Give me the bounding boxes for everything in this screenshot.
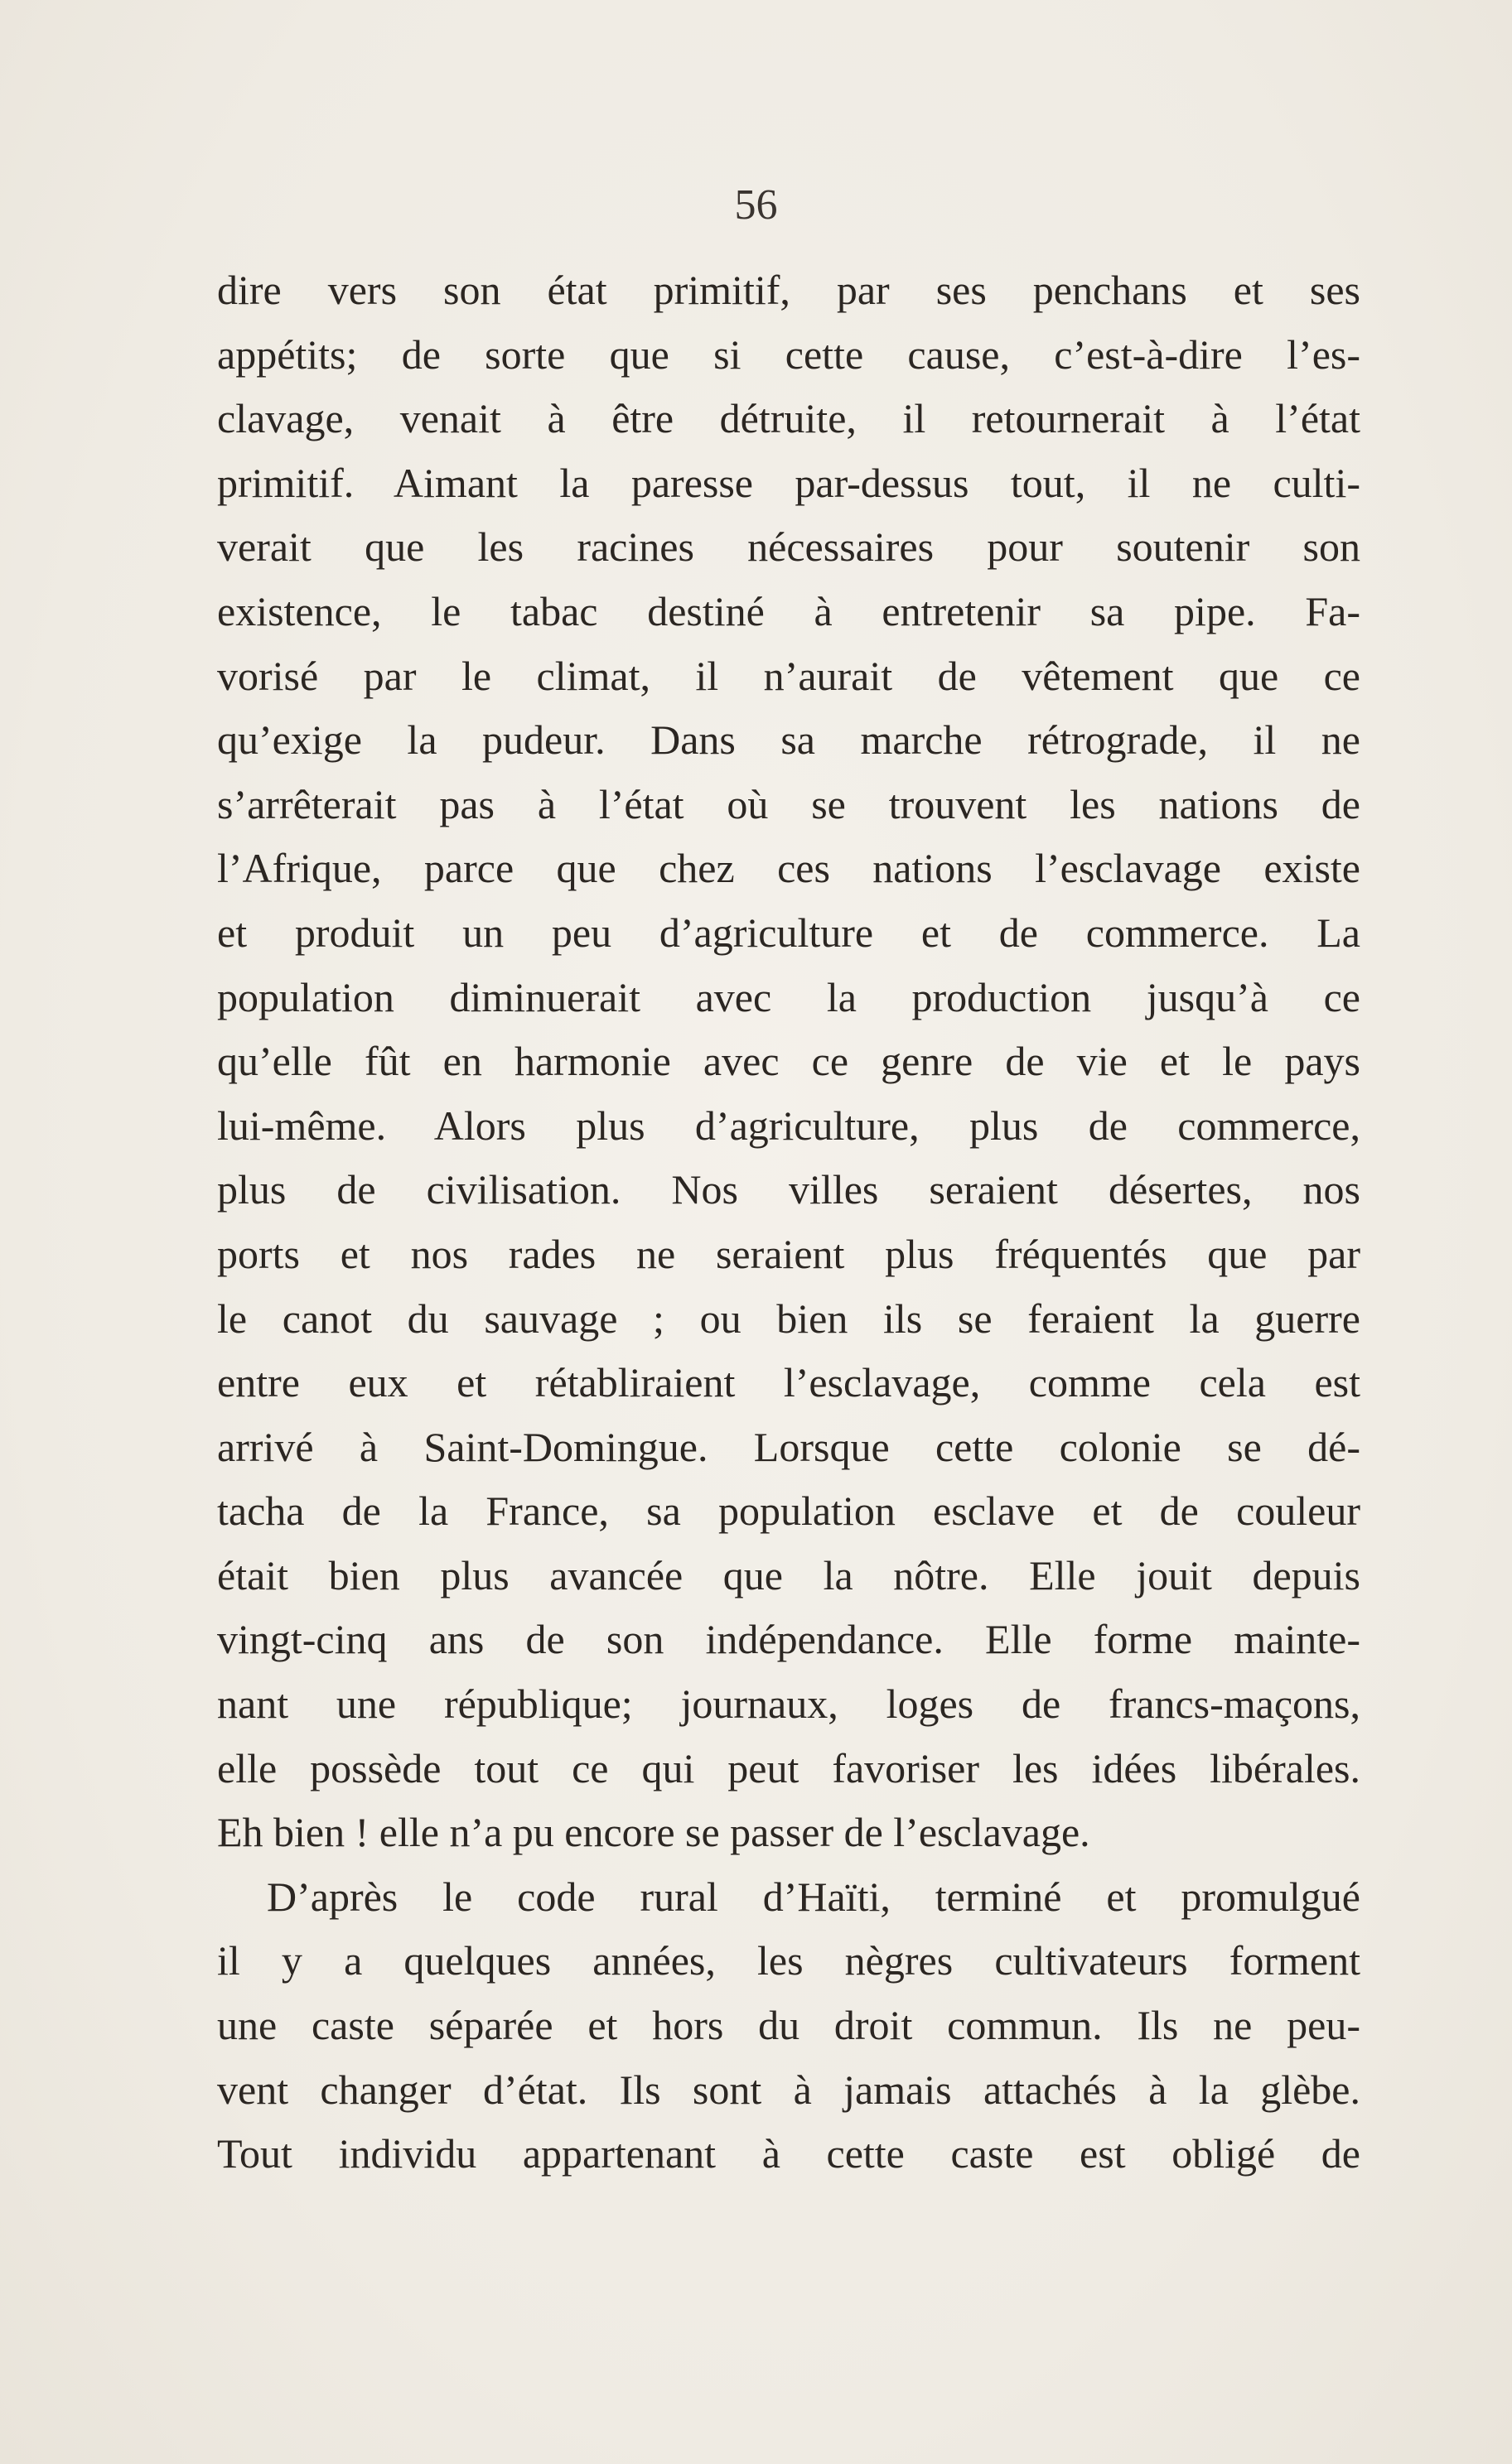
text-line: nant une république; journaux, loges de francs-maçons,: [217, 1680, 1360, 1728]
text-line: entre eux et rétabliraient l’esclavage, comme cela est: [217, 1359, 1360, 1406]
text-line: population diminuerait avec la production jusqu’à ce: [217, 973, 1360, 1020]
text-line: dire vers son état primitif, par ses penchans et ses: [217, 267, 1360, 313]
text-line: le canot du sauvage ; ou bien ils se feraient la guerre: [217, 1295, 1360, 1342]
text-line: vingt-cinq ans de son indépendance. Elle forme mainte-: [217, 1616, 1360, 1663]
text-line: il y a quelques années, les nègres cultivateurs forment: [217, 1937, 1360, 1984]
text-line: Eh bien ! elle n’a pu encore se passer de l’esclavage.: [217, 1809, 1090, 1856]
text-line: qu’elle fût en harmonie avec ce genre de vie et le pays: [217, 1038, 1360, 1085]
text-line: appétits; de sorte que si cette cause, c’est-à-dire l’es-: [217, 330, 1360, 378]
text-line: et produit un peu d’agriculture et de commerce. La: [217, 909, 1360, 956]
text-line: l’Afrique, parce que chez ces nations l’esclavage existe: [217, 845, 1360, 892]
text-line: qu’exige la pudeur. Dans sa marche rétrograde, il ne: [217, 716, 1360, 764]
text-line: verait que les racines nécessaires pour soutenir son: [217, 523, 1360, 571]
text-line: était bien plus avancée que la nôtre. Elle jouit depuis: [217, 1551, 1360, 1598]
text-line: primitif. Aimant la paresse par-dessus tout, il ne culti-: [217, 459, 1360, 506]
text-line: clavage, venait à être détruite, il retournerait à l’état: [217, 395, 1360, 442]
text-line: D’après le code rural d’Haïti, terminé et promulgué: [267, 1873, 1360, 1920]
text-line: vent changer d’état. Ils sont à jamais attachés à la glèbe.: [217, 2066, 1360, 2113]
text-line: vorisé par le climat, il n’aurait de vêtement que ce: [217, 652, 1360, 699]
text-line: Tout individu appartenant à cette caste est obligé de: [217, 2130, 1360, 2177]
text-line: tacha de la France, sa population esclave et de couleur: [217, 1488, 1360, 1535]
text-line: elle possède tout ce qui peut favoriser les idées libérales.: [217, 1744, 1360, 1791]
text-line: lui-même. Alors plus d’agriculture, plus de commerce,: [217, 1102, 1360, 1149]
text-line: ports et nos rades ne seraient plus fréquentés que par: [217, 1230, 1360, 1277]
text-line: existence, le tabac destiné à entretenir sa pipe. Fa-: [217, 587, 1360, 634]
text-line: arrivé à Saint-Domingue. Lorsque cette colonie se dé-: [217, 1423, 1360, 1470]
page-number: 56: [734, 181, 778, 229]
text-line: plus de civilisation. Nos villes seraient désertes, nos: [217, 1166, 1360, 1213]
body-text: [217, 258, 1360, 2187]
text-line: s’arrêterait pas à l’état où se trouvent les nations de: [217, 780, 1360, 827]
text-line: une caste séparée et hors du droit commun. Ils ne peu-: [217, 2002, 1360, 2049]
